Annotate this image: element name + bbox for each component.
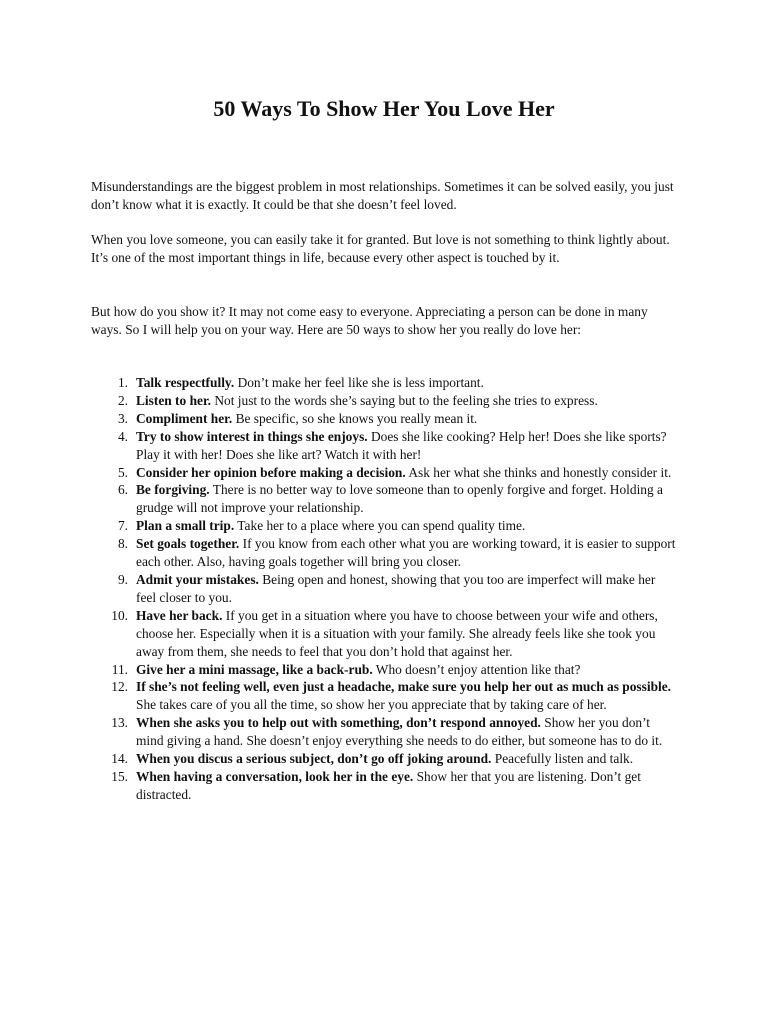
list-item <box>117 374 676 392</box>
intro-paragraph-1: Misunderstandings are the biggest problem in most relationships. Sometimes it can be solved easily, you just don’t know what it is exactly. It could be that she doesn’t feel loved. <box>91 179 674 212</box>
list-item <box>117 571 676 607</box>
list-item-number: 13. <box>111 715 128 731</box>
list-item-lead: Have her back. <box>136 607 223 623</box>
list-item-text: If you get in a situation where you have to choose between your wife and others, choose her. Especially when it is a situation with your family. She already feels like she took you away from them, she needs to feel that you don’t hold that against her. <box>136 607 658 659</box>
list-item-text: Take her to a place where you can spend quality time. <box>234 518 526 534</box>
list-item-text: Don’t make her feel like she is less important. <box>234 375 484 390</box>
list-item-lead: Talk respectfully. <box>136 375 235 390</box>
list-item-lead: Listen to her. <box>136 392 212 408</box>
list-item-number: 4. <box>117 428 128 444</box>
list-item-lead: When having a conversation, look her in the eye. <box>136 768 414 784</box>
list-item <box>117 410 676 428</box>
list-item-lead: Admit your mistakes. <box>136 571 259 587</box>
list-item-lead: Try to show interest in things she enjoys. <box>136 428 368 444</box>
list-item-lead: When you discus a serious subject, don’t go off joking around. <box>136 751 492 767</box>
list-item-number: 12. <box>111 679 128 695</box>
list-item <box>111 661 676 679</box>
list-item-lead: If she’s not feeling well, even just a headache, make sure you help her out as much as possible. <box>136 679 672 695</box>
list-item-lead: Set goals together. <box>136 536 240 552</box>
list-item-number: 15. <box>111 768 128 784</box>
list-item-number: 14. <box>111 751 128 767</box>
list-item-lead: When she asks you to help out with something, don’t respond annoyed. <box>136 715 541 731</box>
list-item-number: 7. <box>117 518 128 534</box>
list-item-number: 9. <box>117 571 128 587</box>
list-item <box>117 464 676 482</box>
list-item <box>111 678 676 714</box>
list-item-lead: Consider her opinion before making a decision. <box>136 464 406 480</box>
list-item-text: Who doesn’t enjoy attention like that? <box>372 661 581 677</box>
list-item-text: Does she like cooking? Help her! Does she like sports? Play it with her! Does she like art? Watch it with her! <box>136 428 667 462</box>
list-item-number: 2. <box>117 392 128 408</box>
list-item-number: 1. <box>117 375 128 390</box>
list-item-number: 5. <box>117 464 128 480</box>
list-item-number: 11. <box>111 661 128 677</box>
list-item <box>117 517 676 535</box>
list-item <box>111 607 676 661</box>
list-item-number: 10. <box>111 607 128 623</box>
list-item-text: If you know from each other what you are working toward, it is easier to support each other. Also, having goals together will bring you closer. <box>136 536 676 570</box>
ways-list <box>111 374 676 804</box>
list-item-text: Be specific, so she knows you really mean it. <box>232 410 478 426</box>
list-item <box>111 714 676 750</box>
list-item-text: Show her you don’t mind giving a hand. She doesn’t enjoy everything she needs to do either, but someone has to do it. <box>136 715 663 749</box>
intro-paragraph-3: But how do you show it? It may not come easy to everyone. Appreciating a person can be done in many ways. So I will help you on your way. Here are 50 ways to show her you really do love her: <box>91 304 648 337</box>
list-item-lead: Give her a mini massage, like a back-rub. <box>136 661 373 677</box>
list-item-lead: Plan a small trip. <box>136 518 235 534</box>
list-item <box>111 750 676 768</box>
list-item <box>117 481 676 517</box>
page-title: 50 Ways To Show Her You Love Her <box>213 96 555 121</box>
list-item <box>117 535 676 571</box>
list-item-text: Ask her what she thinks and honestly consider it. <box>405 464 672 480</box>
list-item-lead: Compliment her. <box>136 410 233 426</box>
list-item-text: Peacefully listen and talk. <box>491 751 634 767</box>
list-item-text: Not just to the words she’s saying but to the feeling she tries to express. <box>211 392 598 408</box>
list-item <box>117 392 676 410</box>
list-item <box>117 428 676 464</box>
list-item-number: 3. <box>117 410 128 426</box>
list-item <box>111 768 676 804</box>
list-item-text: Being open and honest, showing that you too are imperfect will make her feel closer to you. <box>136 571 656 605</box>
list-item-lead: Be forgiving. <box>136 482 210 498</box>
list-item-number: 6. <box>117 482 128 498</box>
list-item-text: Show her that you are listening. Don’t get distracted. <box>136 768 641 802</box>
list-item-text: There is no better way to love someone than to openly forgive and forget. Holding a grudge will not improve your relationship. <box>136 482 663 516</box>
intro-paragraph-2: When you love someone, you can easily take it for granted. But love is not something to think lightly about. It’s one of the most important things in life, because every other aspect is touched by it. <box>91 232 670 265</box>
list-item-number: 8. <box>117 536 128 552</box>
list-item-text: She takes care of you all the time, so show her you appreciate that by taking care of her. <box>136 697 607 713</box>
